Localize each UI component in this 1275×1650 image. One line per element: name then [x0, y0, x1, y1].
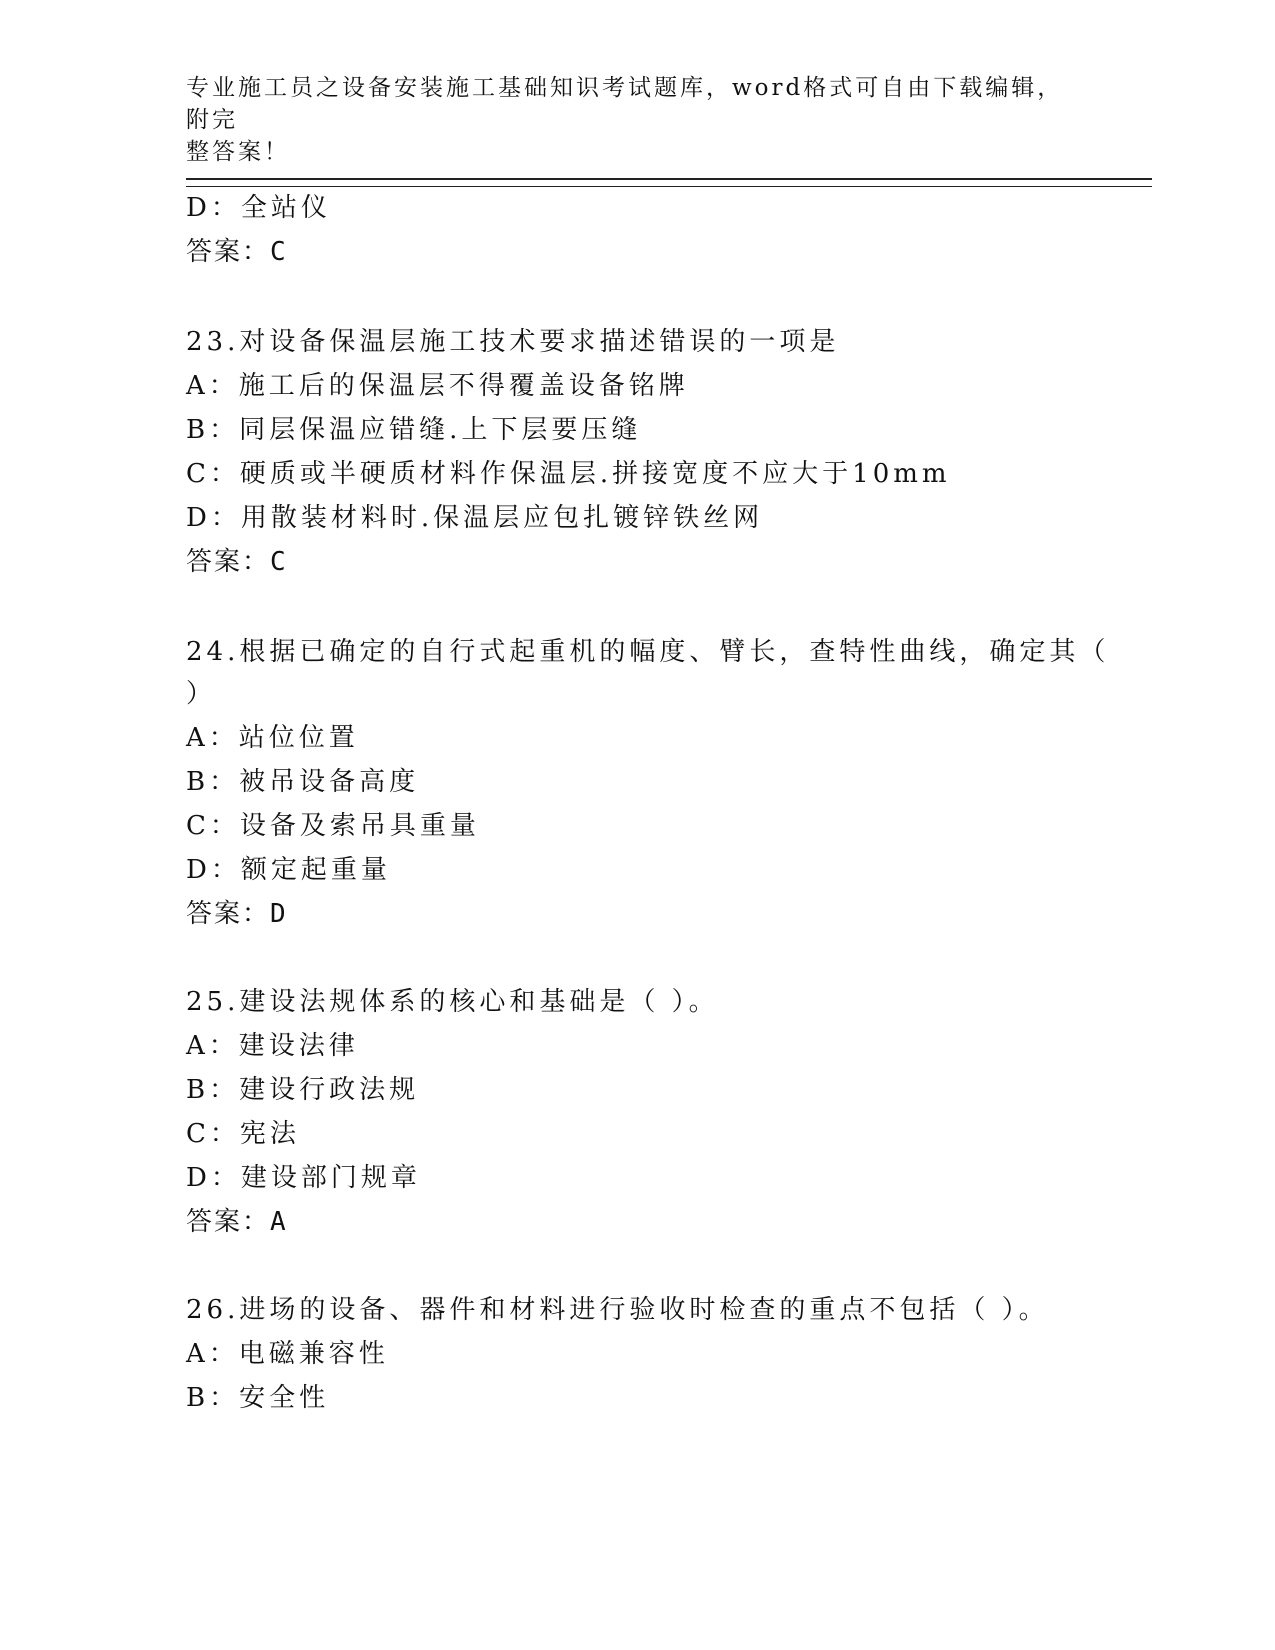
- page-header: [186, 72, 1086, 168]
- q25-stem: 25.建设法规体系的核心和基础是（ ）。: [186, 987, 719, 1017]
- q23-stem: 23.对设备保温层施工技术要求描述错误的一项是: [186, 327, 840, 357]
- q25-option-a: A：建设法律: [186, 1031, 359, 1061]
- q24-answer: 答案：D: [186, 899, 288, 929]
- q23-answer: 答案：C: [186, 547, 288, 577]
- q24-option-b: B：被吊设备高度: [186, 767, 420, 797]
- q26-option-a: A：电磁兼容性: [186, 1339, 389, 1369]
- q24-option-d: D：额定起重量: [186, 855, 391, 885]
- q25-option-b: B：建设行政法规: [186, 1075, 420, 1105]
- q24-option-c: C：设备及索吊具重量: [186, 811, 480, 841]
- header-line-2: 整答案！: [186, 139, 290, 165]
- q23-option-d: D：用散装材料时.保温层应包扎镀锌铁丝网: [186, 503, 764, 533]
- q24-option-a: A：站位位置: [186, 723, 359, 753]
- prev-answer: 答案：C: [186, 237, 288, 267]
- header-line-1: 专业施工员之设备安装施工基础知识考试题库，word格式可自由下载编辑，附完: [186, 75, 1064, 133]
- q25-answer: 答案：A: [186, 1207, 288, 1237]
- q23-option-b: B：同层保温应错缝.上下层要压缝: [186, 415, 642, 445]
- q26-stem: 26.进场的设备、器件和材料进行验收时检查的重点不包括（ ）。: [186, 1295, 1049, 1325]
- header-divider: [186, 178, 1152, 187]
- q25-option-c: C：宪法: [186, 1119, 300, 1149]
- q24-stem: 24.根据已确定的自行式起重机的幅度、臂长，查特性曲线，确定其（: [186, 637, 1110, 667]
- prev-option-d: D：全站仪: [186, 193, 331, 223]
- q24-stem-continuation: ）: [186, 679, 217, 709]
- q23-option-a: A：施工后的保温层不得覆盖设备铭牌: [186, 371, 689, 401]
- q23-option-c: C：硬质或半硬质材料作保温层.拼接宽度不应大于10mm: [186, 459, 951, 489]
- q25-option-d: D：建设部门规章: [186, 1163, 421, 1193]
- q26-option-b: B：安全性: [186, 1383, 330, 1413]
